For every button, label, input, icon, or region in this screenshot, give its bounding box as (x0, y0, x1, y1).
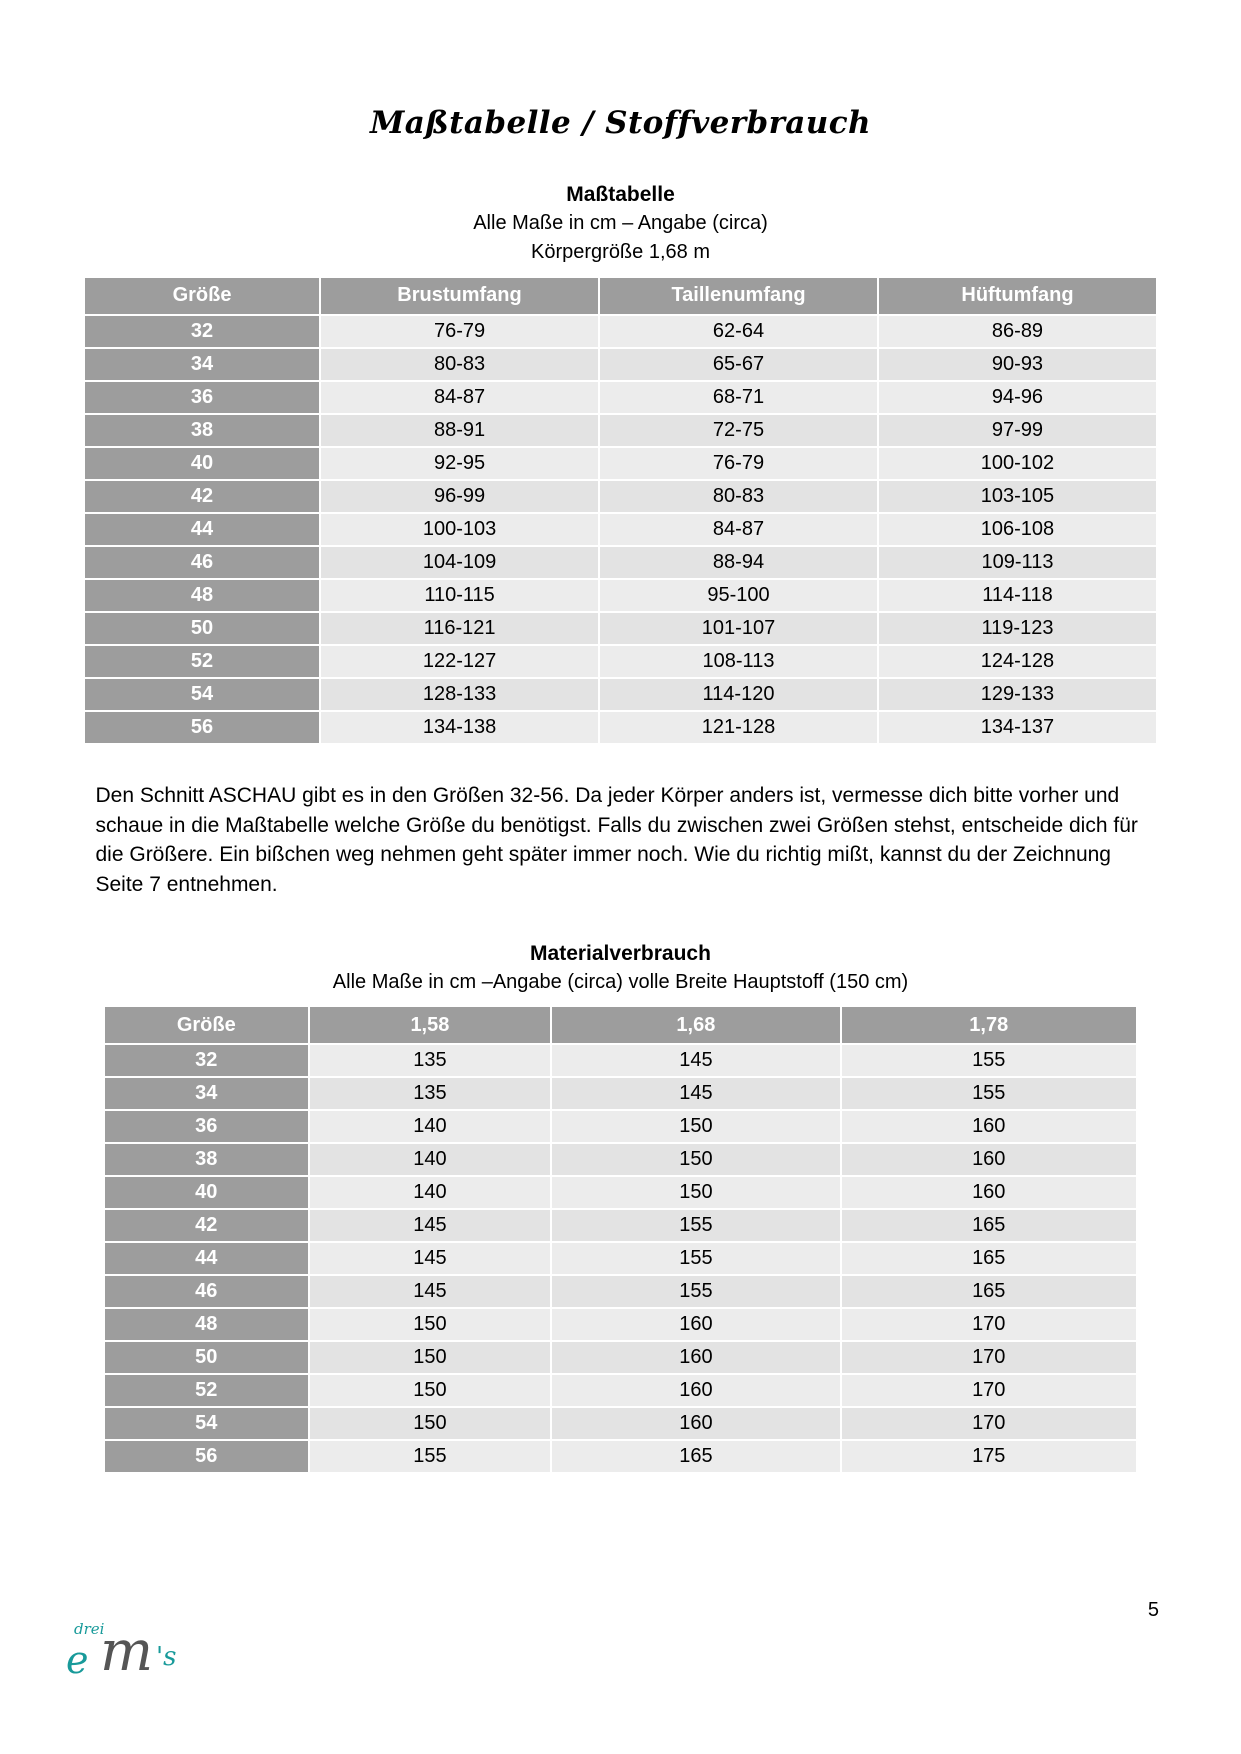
cell-hip: 100-102 (878, 447, 1157, 480)
cell-waist: 84-87 (599, 513, 878, 546)
cell-size: 38 (104, 1143, 309, 1176)
cell-waist: 62-64 (599, 315, 878, 348)
column-header-groesse: Größe (104, 1006, 309, 1044)
cell-size: 54 (84, 678, 320, 711)
cell-size: 36 (84, 381, 320, 414)
cell-size: 34 (104, 1077, 309, 1110)
cell-168: 160 (551, 1341, 840, 1374)
measure-table-wrap (0, 276, 1241, 745)
cell-waist: 80-83 (599, 480, 878, 513)
cell-hip: 86-89 (878, 315, 1157, 348)
page-title: Maßtabelle / Stoffverbrauch (370, 105, 871, 141)
cell-size: 56 (84, 711, 320, 744)
cell-hip: 103-105 (878, 480, 1157, 513)
cell-168: 145 (551, 1044, 840, 1077)
material-table-body (104, 1044, 1137, 1473)
cell-size: 50 (84, 612, 320, 645)
cell-size: 56 (104, 1440, 309, 1473)
cell-bust: 104-109 (320, 546, 599, 579)
cell-158: 145 (309, 1275, 552, 1308)
cell-bust: 92-95 (320, 447, 599, 480)
cell-waist: 68-71 (599, 381, 878, 414)
measure-section-subline-1: Alle Maße in cm – Angabe (circa) (473, 212, 768, 234)
cell-size: 34 (84, 348, 320, 381)
cell-bust: 80-83 (320, 348, 599, 381)
table-row (84, 546, 1157, 579)
cell-158: 135 (309, 1077, 552, 1110)
cell-168: 150 (551, 1110, 840, 1143)
cell-bust: 88-91 (320, 414, 599, 447)
table-row (84, 645, 1157, 678)
cell-bust: 128-133 (320, 678, 599, 711)
cell-168: 155 (551, 1242, 840, 1275)
table-row (104, 1176, 1137, 1209)
cell-bust: 110-115 (320, 579, 599, 612)
cell-hip: 124-128 (878, 645, 1157, 678)
cell-bust: 116-121 (320, 612, 599, 645)
table-row (104, 1374, 1137, 1407)
cell-waist: 114-120 (599, 678, 878, 711)
table-row (84, 414, 1157, 447)
cell-bust: 96-99 (320, 480, 599, 513)
cell-size: 54 (104, 1407, 309, 1440)
cell-size: 42 (104, 1209, 309, 1242)
cell-hip: 134-137 (878, 711, 1157, 744)
cell-hip: 94-96 (878, 381, 1157, 414)
material-section-heading: Materialverbrauch (530, 942, 711, 966)
table-header-row (84, 277, 1157, 315)
cell-hip: 129-133 (878, 678, 1157, 711)
cell-hip: 97-99 (878, 414, 1157, 447)
cell-178: 155 (841, 1077, 1137, 1110)
cell-bust: 76-79 (320, 315, 599, 348)
table-row (84, 348, 1157, 381)
table-row (84, 315, 1157, 348)
cell-168: 155 (551, 1275, 840, 1308)
cell-hip: 106-108 (878, 513, 1157, 546)
cell-158: 150 (309, 1407, 552, 1440)
column-header-178: 1,78 (841, 1006, 1137, 1044)
table-row (104, 1077, 1137, 1110)
cell-waist: 76-79 (599, 447, 878, 480)
measure-table-body (84, 315, 1157, 744)
brand-logo (52, 1612, 212, 1702)
logo-text-s: 's (156, 1642, 177, 1672)
column-header-168: 1,68 (551, 1006, 840, 1044)
cell-158: 145 (309, 1209, 552, 1242)
table-row (104, 1143, 1137, 1176)
table-row (84, 447, 1157, 480)
cell-178: 160 (841, 1110, 1137, 1143)
table-row (104, 1110, 1137, 1143)
cell-178: 165 (841, 1209, 1137, 1242)
cell-waist: 65-67 (599, 348, 878, 381)
cell-178: 165 (841, 1242, 1137, 1275)
cell-size: 38 (84, 414, 320, 447)
table-row (84, 678, 1157, 711)
cell-waist: 121-128 (599, 711, 878, 744)
cell-158: 150 (309, 1341, 552, 1374)
cell-168: 160 (551, 1374, 840, 1407)
table-row (84, 381, 1157, 414)
cell-size: 44 (84, 513, 320, 546)
measure-section-heading: Maßtabelle (566, 183, 675, 206)
logo-text-e: e (66, 1638, 89, 1682)
cell-size: 40 (104, 1176, 309, 1209)
cell-158: 150 (309, 1308, 552, 1341)
cell-waist: 72-75 (599, 414, 878, 447)
cell-waist: 95-100 (599, 579, 878, 612)
cell-168: 150 (551, 1176, 840, 1209)
table-header-row (104, 1006, 1137, 1044)
cell-bust: 100-103 (320, 513, 599, 546)
cell-size: 52 (84, 645, 320, 678)
cell-168: 145 (551, 1077, 840, 1110)
table-row (84, 579, 1157, 612)
cell-hip: 114-118 (878, 579, 1157, 612)
cell-158: 135 (309, 1044, 552, 1077)
intro-paragraph: Den Schnitt ASCHAU gibt es in den Größen 32-56. Da jeder Körper anders ist, vermesse dich bitte vorher und schaue in die Maßtabelle welche Größe du benötigst. Falls du zwischen zwei Größen stehst, entscheide dich für die Größere. Ein bißchen weg nehmen geht später immer noch. Wie du richtig mißt, kannst du der Zeichnung Seite 7 entnehmen. (95, 783, 1138, 897)
cell-size: 42 (84, 480, 320, 513)
cell-size: 32 (84, 315, 320, 348)
table-row (104, 1044, 1137, 1077)
column-header-brustumfang: Brustumfang (320, 277, 599, 315)
cell-158: 150 (309, 1374, 552, 1407)
cell-size: 48 (84, 579, 320, 612)
table-row (104, 1275, 1137, 1308)
cell-size: 46 (104, 1275, 309, 1308)
table-row (84, 612, 1157, 645)
page-number: 5 (1147, 1599, 1159, 1621)
cell-168: 160 (551, 1407, 840, 1440)
cell-158: 140 (309, 1176, 552, 1209)
cell-178: 160 (841, 1176, 1137, 1209)
material-table (103, 1005, 1138, 1474)
column-header-hueftumfang: Hüftumfang (878, 277, 1157, 315)
cell-hip: 109-113 (878, 546, 1157, 579)
cell-168: 165 (551, 1440, 840, 1473)
measure-table (83, 276, 1158, 745)
cell-178: 170 (841, 1407, 1137, 1440)
cell-bust: 134-138 (320, 711, 599, 744)
table-row (104, 1209, 1137, 1242)
cell-178: 170 (841, 1341, 1137, 1374)
cell-178: 170 (841, 1374, 1137, 1407)
logo-text-m: m (100, 1619, 154, 1684)
cell-158: 140 (309, 1110, 552, 1143)
cell-size: 40 (84, 447, 320, 480)
cell-178: 155 (841, 1044, 1137, 1077)
cell-waist: 88-94 (599, 546, 878, 579)
cell-size: 36 (104, 1110, 309, 1143)
cell-size: 46 (84, 546, 320, 579)
cell-waist: 101-107 (599, 612, 878, 645)
cell-size: 48 (104, 1308, 309, 1341)
table-row (104, 1407, 1137, 1440)
cell-178: 170 (841, 1308, 1137, 1341)
table-row (104, 1341, 1137, 1374)
cell-bust: 84-87 (320, 381, 599, 414)
cell-hip: 90-93 (878, 348, 1157, 381)
table-row (84, 513, 1157, 546)
cell-158: 155 (309, 1440, 552, 1473)
cell-178: 160 (841, 1143, 1137, 1176)
table-row (104, 1440, 1137, 1473)
cell-size: 32 (104, 1044, 309, 1077)
cell-158: 140 (309, 1143, 552, 1176)
cell-size: 44 (104, 1242, 309, 1275)
column-header-158: 1,58 (309, 1006, 552, 1044)
table-row (104, 1242, 1137, 1275)
cell-size: 52 (104, 1374, 309, 1407)
measure-section-subline-2: Körpergröße 1,68 m (531, 241, 710, 264)
table-row (104, 1308, 1137, 1341)
material-section-subline-1: Alle Maße in cm –Angabe (circa) volle Breite Hauptstoff (150 cm) (332, 971, 909, 994)
column-header-groesse: Größe (84, 277, 320, 315)
column-header-taillenumfang: Taillenumfang (599, 277, 878, 315)
table-row (84, 480, 1157, 513)
cell-waist: 108-113 (599, 645, 878, 678)
cell-size: 50 (104, 1341, 309, 1374)
cell-hip: 119-123 (878, 612, 1157, 645)
cell-168: 150 (551, 1143, 840, 1176)
cell-168: 160 (551, 1308, 840, 1341)
cell-168: 155 (551, 1209, 840, 1242)
logo-text-drei: drei (74, 1620, 105, 1638)
material-table-wrap (0, 1005, 1241, 1474)
cell-178: 165 (841, 1275, 1137, 1308)
cell-178: 175 (841, 1440, 1137, 1473)
table-row (84, 711, 1157, 744)
cell-bust: 122-127 (320, 645, 599, 678)
cell-158: 145 (309, 1242, 552, 1275)
